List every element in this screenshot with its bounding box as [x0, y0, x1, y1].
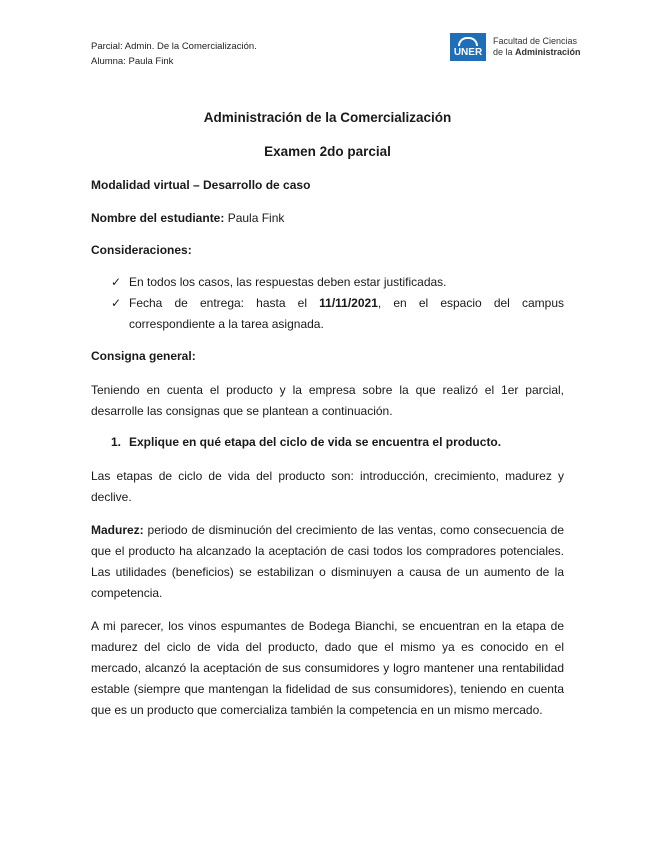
consigna-heading: Consigna general: [91, 349, 196, 363]
header-course: Parcial: Admin. De la Comercialización. [91, 41, 257, 52]
modalidad-line: Modalidad virtual – Desarrollo de caso [91, 178, 311, 192]
student-value: Paula Fink [224, 211, 285, 225]
check-icon: ✓ [111, 296, 122, 310]
question-number: 1. [111, 435, 122, 449]
madurez-label: Madurez: [91, 523, 144, 537]
student-label: Nombre del estudiante: [91, 211, 225, 225]
consigna-text: Teniendo en cuenta el producto y la empresa sobre la que realizó el 1er parcial, desarrolle las consignas que se plantean a continuación. [91, 383, 564, 418]
faculty-logo [450, 33, 581, 61]
check-icon: ✓ [111, 275, 122, 289]
student-name-line [91, 208, 284, 229]
uner-logo-icon: UNER [450, 33, 486, 61]
answer-paragraph-1: Las etapas de ciclo de vida del producto son: introducción, crecimiento, madurez y declive. [91, 469, 564, 504]
faculty-name: Facultad de Ciencias de la Administración [493, 36, 581, 57]
document-title: Administración de la Comercialización [203, 110, 452, 125]
consideracion-item-1: En todos los casos, las respuestas deben estar justificadas. [129, 275, 447, 289]
consideracion-item-2: Fecha de entrega: hasta el 11/11/2021, en el espacio del campus correspondiente a la tarea asignada. [129, 296, 564, 331]
header-info [91, 39, 257, 69]
consideraciones-heading: Consideraciones: [91, 243, 192, 257]
due-date: 11/11/2021 [319, 296, 378, 310]
exam-subtitle: Examen 2do parcial [264, 144, 391, 159]
answer-paragraph-3: A mi parecer, los vinos espumantes de Bodega Bianchi, se encuentran en la etapa de madurez del ciclo de vida del producto, dado que el mismo ya es conocido en el mercado, alcanzó la aceptación de sus consumidores y logro mantener una rentabilidad estable (siempre que mantengan la fidelidad de sus consumidores), teniendo en cuenta que es un producto que comercializa también la competencia en un mismo mercado. [91, 619, 564, 717]
answer-paragraph-2: Madurez: periodo de disminución del crecimiento de las ventas, como consecuencia de que el producto ha alcanzado la aceptación de casi todos los compradores potenciales. Las utilidades (beneficios) se estabilizan o disminuyen a causa de un aumento de la competencia. [91, 523, 564, 600]
header-student: Alumna: Paula Fink [91, 56, 174, 67]
question-text: Explique en qué etapa del ciclo de vida se encuentra el producto. [129, 435, 502, 449]
